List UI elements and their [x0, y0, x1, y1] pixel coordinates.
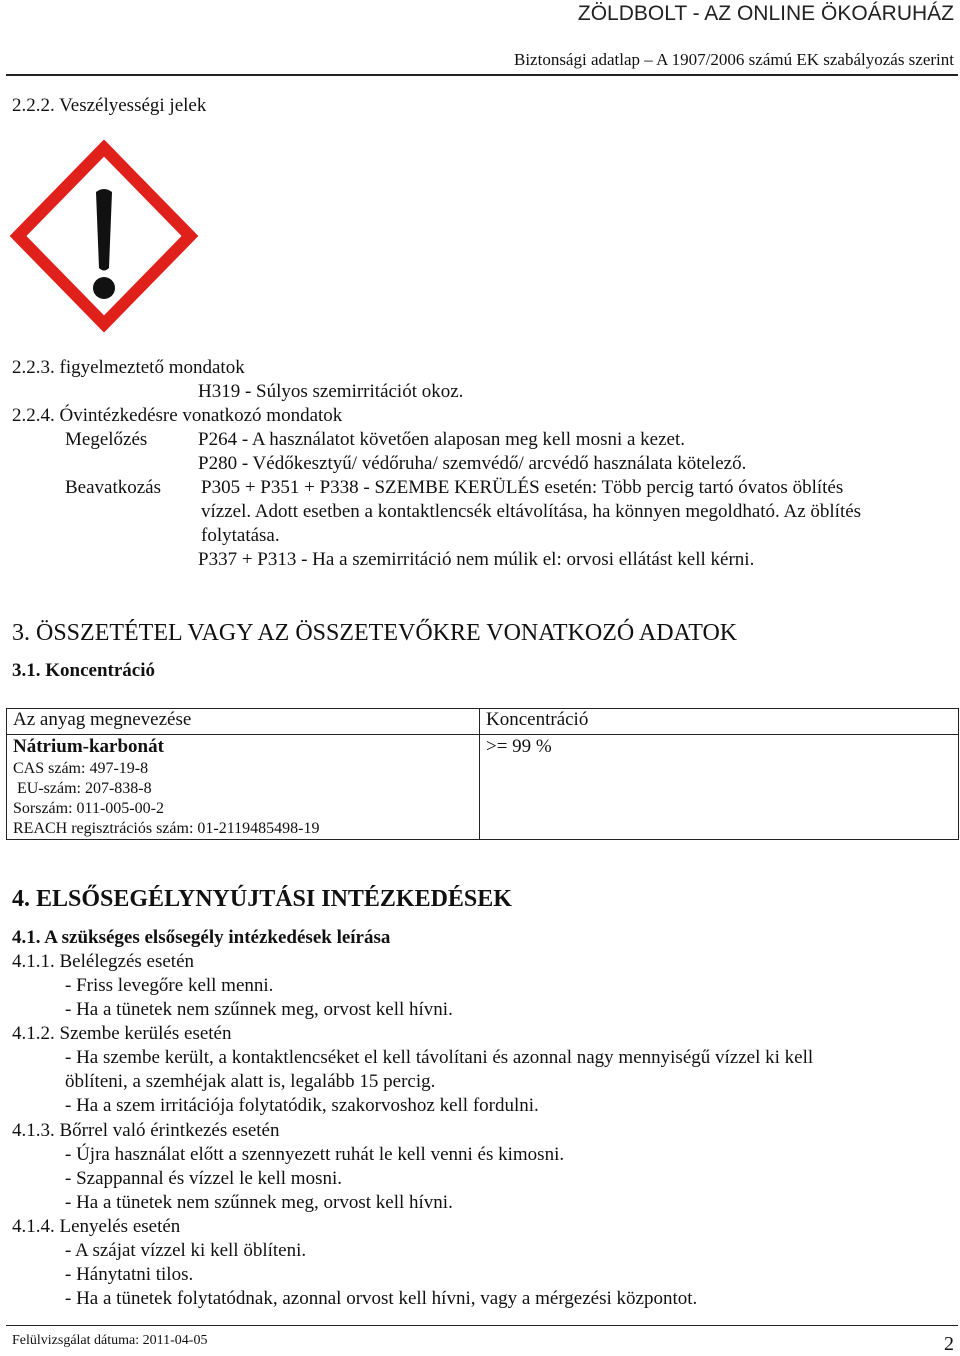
table-header-substance	[7, 709, 480, 735]
header-title: ZÖLDBOLT - AZ ONLINE ÖKOÁRUHÁZ	[577, 2, 954, 25]
section-3-heading: 3. ÖSSZETÉTEL VAGY AZ ÖSSZETEVŐKRE VONATKOZÓ ADATOK	[12, 620, 738, 646]
list-item: - Szappannal és vízzel le kell mosni.	[65, 1168, 342, 1189]
revision-date: Felülvizsgálat dátuma: 2011-04-05	[12, 1333, 208, 1348]
substance-cell	[7, 735, 480, 840]
list-item: - Ha a szem irritációja folytatódik, szakorvoshoz kell fordulni.	[65, 1095, 539, 1116]
list-item: - Újra használat előtt a szennyezett ruhát le kell venni és kimosni.	[65, 1144, 565, 1165]
table-header-substance-label: Az anyag megnevezése	[13, 709, 192, 730]
footer-divider	[6, 1325, 958, 1326]
section-3-1-heading: 3.1. Koncentráció	[12, 660, 156, 681]
table-header-concentration-label: Koncentráció	[486, 709, 589, 730]
section-2-2-4-heading: 2.2.4. Óvintézkedésre vonatkozó mondatok	[12, 405, 343, 426]
list-item: - Ha a tünetek nem szűnnek meg, orvost kell hívni.	[65, 1192, 453, 1213]
list-item: - Ha szembe került, a kontaktlencséket el kell távolítani és azonnal nagy mennyiségű vízzel ki kell	[65, 1047, 814, 1068]
header-divider	[6, 74, 958, 76]
list-item: - A szájat vízzel ki kell öblíteni.	[65, 1240, 307, 1261]
table-header-concentration	[480, 709, 959, 735]
list-item: - Ha a tünetek nem szűnnek meg, orvost kell hívni.	[65, 999, 453, 1020]
concentration-cell	[480, 735, 959, 840]
concentration-value: >= 99 %	[486, 736, 552, 757]
list-item: - Ha a tünetek folytatódnak, azonnal orvost kell hívni, vagy a mérgezési központot.	[65, 1288, 698, 1309]
section-4-1-3-heading: 4.1.3. Bőrrel való érintkezés esetén	[12, 1120, 280, 1141]
section-4-1-4-heading: 4.1.4. Lenyelés esetén	[12, 1216, 181, 1237]
p305-statement-line3: folytatása.	[201, 525, 280, 546]
concentration-table	[6, 708, 959, 840]
p264-statement: P264 - A használatot követően alaposan meg kell mosni a kezet.	[198, 429, 686, 450]
index-number: Sorszám: 011-005-00-2	[13, 800, 164, 817]
section-4-1-1-heading: 4.1.1. Belélegzés esetén	[12, 951, 195, 972]
section-4-1-heading: 4.1. A szükséges elsősegély intézkedések leírása	[12, 927, 391, 948]
section-4-heading: 4. ELSŐSEGÉLYNYÚJTÁSI INTÉZKEDÉSEK	[12, 886, 512, 912]
p280-statement: P280 - Védőkesztyű/ védőruha/ szemvédő/ arcvédő használata kötelező.	[198, 453, 747, 474]
p305-statement-line1: P305 + P351 + P338 - SZEMBE KERÜLÉS esetén: Több percig tartó óvatos öblítés	[201, 477, 844, 498]
page-number: 2	[944, 1333, 954, 1355]
reach-number: REACH regisztrációs szám: 01-2119485498-19	[13, 820, 320, 837]
eu-number: EU-szám: 207-838-8	[17, 780, 152, 797]
section-2-2-2-heading: 2.2.2. Veszélyességi jelek	[12, 95, 207, 116]
list-item: - Hánytatni tilos.	[65, 1264, 194, 1285]
cas-number: CAS szám: 497-19-8	[13, 760, 149, 777]
section-4-1-2-heading: 4.1.2. Szembe kerülés esetén	[12, 1023, 232, 1044]
section-2-2-3-heading: 2.2.3. figyelmeztető mondatok	[12, 357, 245, 378]
list-item: - Friss levegőre kell menni.	[65, 975, 274, 996]
h319-statement: H319 - Súlyos szemirritációt okoz.	[198, 381, 464, 402]
p337-statement: P337 + P313 - Ha a szemirritáció nem múlik el: orvosi ellátást kell kérni.	[198, 549, 755, 570]
ghs-exclamation-icon	[10, 140, 198, 332]
list-item-continuation: öblíteni, a szemhéjak alatt is, legalább 15 percig.	[65, 1071, 436, 1092]
substance-name: Nátrium-karbonát	[13, 736, 164, 757]
p305-statement-line2: vízzel. Adott esetben a kontaktlencsék eltávolítása, ha könnyen megoldható. Az öblítés	[201, 501, 862, 522]
megelozes-label: Megelőzés	[65, 429, 148, 450]
header-subtitle: Biztonsági adatlap – A 1907/2006 számú EK szabályozás szerint	[513, 50, 954, 69]
beavatkozas-label: Beavatkozás	[65, 477, 162, 498]
